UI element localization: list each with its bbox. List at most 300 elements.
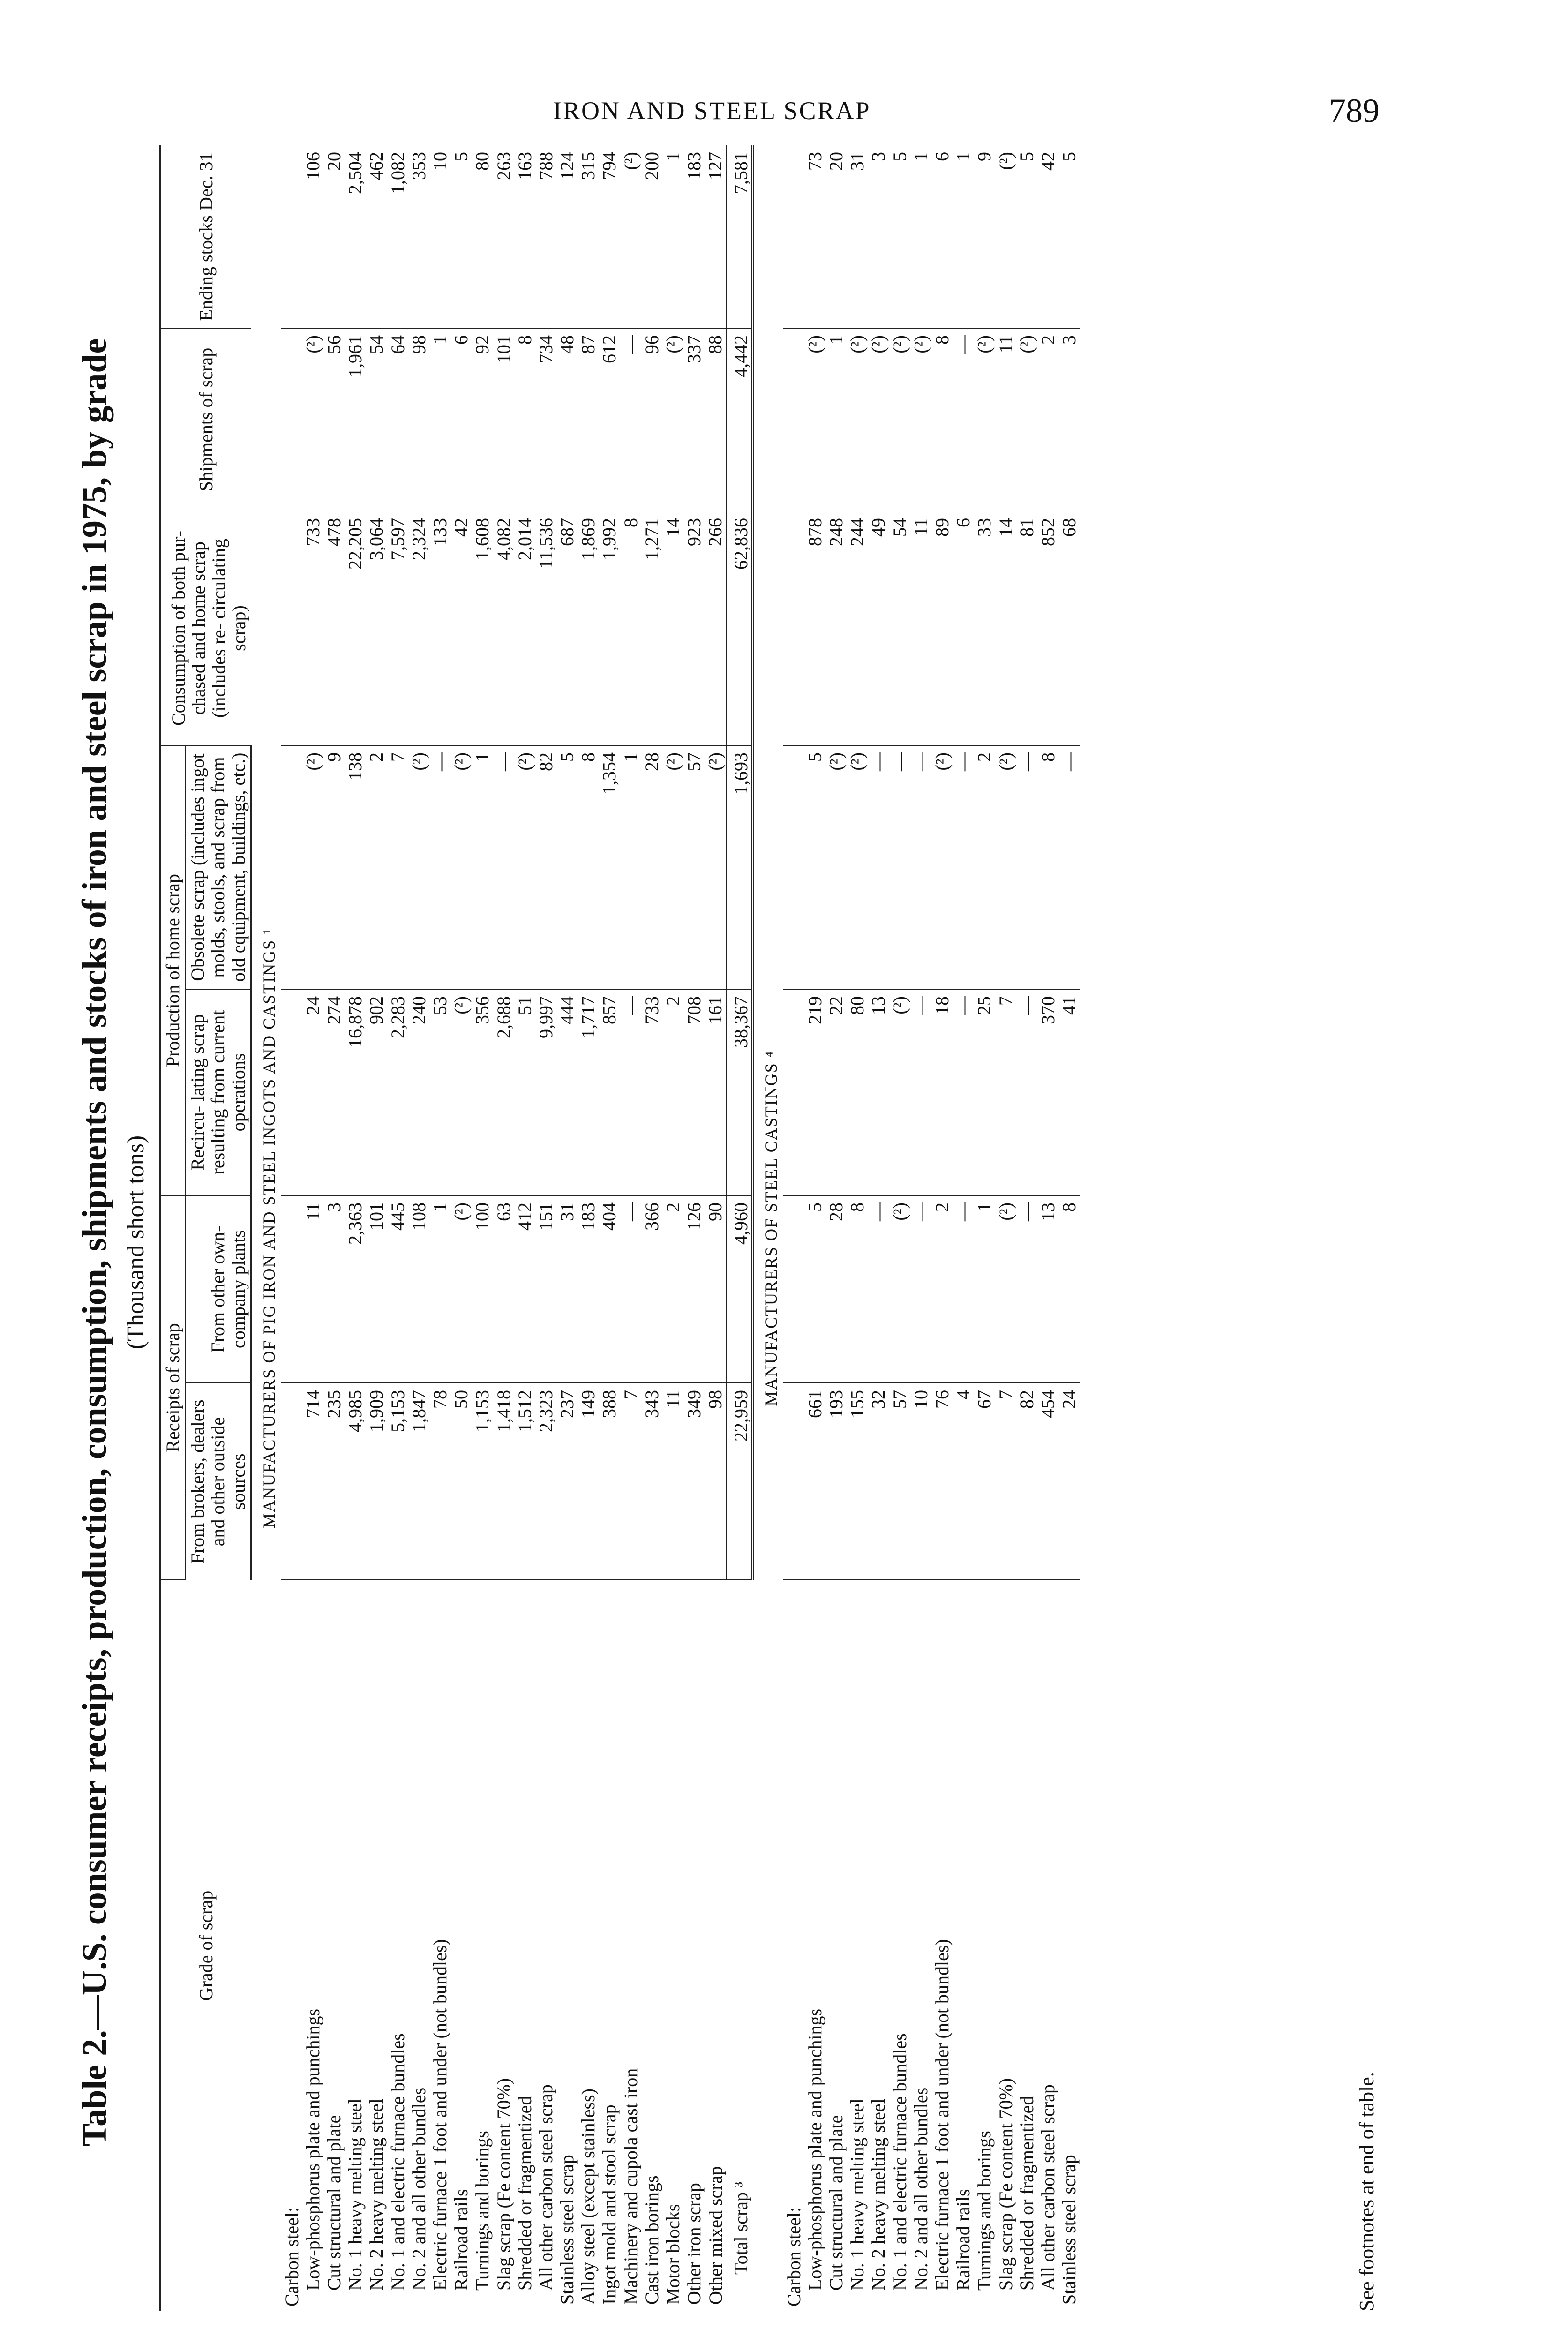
value-cell: 54	[366, 328, 387, 511]
grade-label: Ingot mold and stool scrap	[599, 2104, 620, 2305]
grade-label: Slag scrap (Fe content 70%)	[995, 2078, 1016, 2291]
value-cell: 237	[556, 1383, 578, 1580]
value-cell: 92	[472, 328, 493, 511]
value-cell: 101	[366, 1195, 387, 1383]
value-cell: 1,354	[599, 745, 620, 989]
value-cell: 8	[514, 328, 535, 511]
value-cell: —	[910, 989, 931, 1195]
value-cell: 1	[429, 1195, 450, 1383]
value-cell: 366	[641, 1195, 662, 1383]
grade-label: Turnings and borings	[974, 2131, 995, 2291]
value-cell: 7,581	[727, 145, 753, 328]
value-cell: 20	[323, 145, 345, 328]
table-row	[910, 145, 931, 2311]
table-row	[514, 145, 535, 2311]
value-cell: 8	[1058, 1195, 1080, 1383]
header-from-brokers: From brokers, dealers and other outside sources	[185, 1383, 251, 1580]
table-row	[995, 145, 1016, 2311]
rotated-table-region	[61, 122, 1411, 2344]
value-cell	[783, 1195, 804, 1383]
value-cell: 1	[662, 145, 683, 328]
table-row	[804, 145, 825, 2311]
grade-label: Railroad rails	[450, 2189, 472, 2291]
value-cell: (²)	[847, 328, 868, 511]
value-cell: 923	[683, 511, 705, 745]
value-cell: —	[1016, 1195, 1037, 1383]
value-cell: 22,959	[727, 1383, 753, 1580]
value-cell: 1	[620, 745, 641, 989]
value-cell: (²)	[847, 745, 868, 989]
value-cell	[281, 1383, 302, 1580]
value-cell: 38,367	[727, 989, 753, 1195]
value-cell	[281, 511, 302, 745]
value-cell: 127	[705, 145, 726, 328]
value-cell: 8	[1037, 745, 1058, 989]
value-cell: (²)	[302, 328, 323, 511]
table-row	[408, 145, 429, 2311]
value-cell: —	[910, 745, 931, 989]
value-cell: 9	[323, 745, 345, 989]
value-cell: 183	[578, 1195, 599, 1383]
grade-label: Shredded or fragmentized	[1016, 2096, 1037, 2291]
value-cell: —	[953, 745, 974, 989]
value-cell: (²)	[705, 745, 726, 989]
value-cell: (²)	[450, 745, 472, 989]
value-cell: 7	[995, 1383, 1016, 1580]
value-cell: 3	[868, 145, 889, 328]
header-ending-stocks: Ending stocks Dec. 31	[160, 145, 251, 328]
value-cell: 106	[302, 145, 323, 328]
value-cell: 56	[323, 328, 345, 511]
section-heading-row	[251, 145, 281, 2311]
table-row	[1058, 145, 1080, 2311]
value-cell: 53	[429, 989, 450, 1195]
table-row	[705, 145, 726, 2311]
value-cell: 28	[825, 1195, 847, 1383]
value-cell: 67	[974, 1383, 995, 1580]
value-cell: 1,693	[727, 745, 753, 989]
value-cell: 28	[641, 745, 662, 989]
value-cell: 57	[889, 1383, 910, 1580]
grade-label: No. 2 heavy melting steel	[366, 2098, 387, 2291]
value-cell: 13	[1037, 1195, 1058, 1383]
value-cell: 478	[323, 511, 345, 745]
value-cell	[281, 1195, 302, 1383]
value-cell: (²)	[995, 745, 1016, 989]
value-cell: 734	[535, 328, 556, 511]
value-cell: 54	[889, 511, 910, 745]
value-cell: (²)	[889, 328, 910, 511]
table-subtitle: (Thousand short tons)	[122, 1135, 149, 1350]
value-cell: 14	[662, 511, 683, 745]
value-cell: 48	[556, 328, 578, 511]
value-cell: 1,153	[472, 1383, 493, 1580]
value-cell: 41	[1058, 989, 1080, 1195]
table-row	[366, 145, 387, 2311]
value-cell: 2,363	[345, 1195, 366, 1383]
footnote-reference: See footnotes at end of table.	[1355, 2072, 1378, 2311]
value-cell: 7,597	[387, 511, 408, 745]
value-cell: 370	[1037, 989, 1058, 1195]
value-cell: 138	[345, 745, 366, 989]
value-cell: 852	[1037, 511, 1058, 745]
value-cell: 878	[804, 511, 825, 745]
value-cell: 149	[578, 1383, 599, 1580]
table-row	[783, 145, 804, 2311]
value-cell: (²)	[302, 745, 323, 989]
value-cell: 108	[408, 1195, 429, 1383]
value-cell: —	[953, 328, 974, 511]
grade-label: No. 1 and electric furnace bundles	[387, 2033, 408, 2291]
value-cell: 2	[931, 1195, 953, 1383]
value-cell: 2,283	[387, 989, 408, 1195]
value-cell: 49	[868, 511, 889, 745]
grade-label: Electric furnace 1 foot and under (not bundles)	[931, 1939, 953, 2291]
value-cell: 20	[825, 145, 847, 328]
value-cell: 5	[1016, 145, 1037, 328]
value-cell	[783, 1383, 804, 1580]
grade-label: Machinery and cupola cast iron	[620, 2068, 641, 2305]
value-cell: 788	[535, 145, 556, 328]
table-row	[450, 145, 472, 2311]
table-row	[493, 145, 514, 2311]
value-cell: 454	[1037, 1383, 1058, 1580]
table-row	[974, 145, 995, 2311]
table-row	[620, 145, 641, 2311]
value-cell: 98	[705, 1383, 726, 1580]
value-cell: 343	[641, 1383, 662, 1580]
grade-label: Low-phosphorus plate and punchings	[804, 2008, 825, 2291]
value-cell: —	[953, 989, 974, 1195]
grade-label: Total scrap ³	[730, 2181, 752, 2275]
value-cell: —	[910, 1195, 931, 1383]
value-cell: 73	[804, 145, 825, 328]
value-cell: 274	[323, 989, 345, 1195]
value-cell: (²)	[889, 989, 910, 1195]
grade-label: Cut structural and plate	[825, 2115, 847, 2291]
value-cell: (²)	[804, 328, 825, 511]
value-cell: (²)	[931, 745, 953, 989]
value-cell: 11	[662, 1383, 683, 1580]
value-cell: 337	[683, 328, 705, 511]
value-cell: 2	[1037, 328, 1058, 511]
value-cell: 3	[1058, 328, 1080, 511]
value-cell: 96	[641, 328, 662, 511]
grade-label: Railroad rails	[953, 2189, 974, 2291]
value-cell: (²)	[995, 145, 1016, 328]
grade-label: No. 1 heavy melting steel	[345, 2098, 366, 2291]
section-heading-row	[752, 145, 783, 2311]
table-row	[323, 145, 345, 2311]
value-cell: 356	[472, 989, 493, 1195]
value-cell: 124	[556, 145, 578, 328]
value-cell: 14	[995, 511, 1016, 745]
value-cell: 151	[535, 1195, 556, 1383]
page-number: 789	[1329, 92, 1380, 129]
grade-label: Other iron scrap	[683, 2183, 705, 2305]
running-head: IRON AND STEEL SCRAP	[553, 97, 871, 125]
table-body	[251, 145, 1080, 2311]
value-cell: —	[868, 1195, 889, 1383]
value-cell: 10	[910, 1383, 931, 1580]
table-row	[345, 145, 366, 2311]
grade-label: Stainless steel scrap	[1058, 2155, 1080, 2305]
value-cell: 24	[1058, 1383, 1080, 1580]
value-cell: 155	[847, 1383, 868, 1580]
value-cell: 33	[974, 511, 995, 745]
value-cell: 349	[683, 1383, 705, 1580]
table-row	[847, 145, 868, 2311]
value-cell: 81	[1016, 511, 1037, 745]
grade-label: Slag scrap (Fe content 70%)	[493, 2078, 514, 2291]
value-cell: (²)	[662, 745, 683, 989]
value-cell: 50	[450, 1383, 472, 1580]
value-cell: —	[1016, 745, 1037, 989]
value-cell: 5,153	[387, 1383, 408, 1580]
value-cell: 200	[641, 145, 662, 328]
value-cell: 388	[599, 1383, 620, 1580]
value-cell: 10	[429, 145, 450, 328]
value-cell: 1,271	[641, 511, 662, 745]
grade-label: Turnings and borings	[472, 2131, 493, 2291]
value-cell: (²)	[974, 328, 995, 511]
value-cell: 1,418	[493, 1383, 514, 1580]
grade-label: No. 2 heavy melting steel	[868, 2098, 889, 2291]
header-grade: Grade of scrap	[160, 1580, 251, 2311]
value-cell: 2,014	[514, 511, 535, 745]
table-row	[429, 145, 450, 2311]
value-cell: 5	[889, 145, 910, 328]
table-row	[662, 145, 683, 2311]
value-cell: 126	[683, 1195, 705, 1383]
table-title: Table 2.—U.S. consumer receipts, production, consumption, shipments and stocks of iron and steel scrap in 1975, by grade	[75, 338, 114, 2147]
header-shipments: Shipments of scrap	[160, 328, 251, 511]
value-cell: 88	[705, 328, 726, 511]
value-cell: 687	[556, 511, 578, 745]
value-cell	[281, 989, 302, 1195]
value-cell: 3	[323, 1195, 345, 1383]
value-cell: (²)	[1016, 328, 1037, 511]
value-cell: 5	[1058, 145, 1080, 328]
scrap-table	[159, 145, 1080, 2311]
value-cell: 2,504	[345, 145, 366, 328]
value-cell: 794	[599, 145, 620, 328]
value-cell: 5	[804, 1195, 825, 1383]
value-cell: 2	[662, 1195, 683, 1383]
value-cell: 32	[868, 1383, 889, 1580]
value-cell: 1,869	[578, 511, 599, 745]
value-cell: 68	[1058, 511, 1080, 745]
value-cell: (²)	[408, 745, 429, 989]
grade-label: All other carbon steel scrap	[535, 2084, 556, 2291]
table-row	[472, 145, 493, 2311]
value-cell: 7	[620, 1383, 641, 1580]
value-cell: 193	[825, 1383, 847, 1580]
value-cell: 1,082	[387, 145, 408, 328]
value-cell: 1	[910, 145, 931, 328]
grade-label: Other mixed scrap	[705, 2166, 726, 2305]
value-cell: 5	[450, 145, 472, 328]
value-cell: 5	[556, 745, 578, 989]
value-cell: 2	[974, 745, 995, 989]
value-cell: 6	[953, 511, 974, 745]
value-cell: 16,878	[345, 989, 366, 1195]
value-cell: —	[620, 328, 641, 511]
value-cell: (²)	[450, 1195, 472, 1383]
value-cell: 857	[599, 989, 620, 1195]
total-row	[727, 145, 753, 2311]
value-cell: 661	[804, 1383, 825, 1580]
value-cell: 24	[302, 989, 323, 1195]
value-cell: 244	[847, 511, 868, 745]
header-production: Production of home scrap	[160, 745, 186, 1195]
value-cell: 9	[974, 145, 995, 328]
value-cell: 6	[931, 145, 953, 328]
value-cell	[281, 328, 302, 511]
value-cell: —	[620, 1195, 641, 1383]
value-cell: 82	[1016, 1383, 1037, 1580]
table-row	[641, 145, 662, 2311]
value-cell: 902	[366, 989, 387, 1195]
value-cell: —	[953, 1195, 974, 1383]
value-cell: —	[493, 745, 514, 989]
value-cell: 98	[408, 328, 429, 511]
table-row	[1037, 145, 1058, 2311]
grade-label: Stainless steel scrap	[556, 2155, 578, 2305]
value-cell	[783, 145, 804, 328]
grade-label: Cut structural and plate	[323, 2115, 345, 2291]
value-cell: (²)	[910, 328, 931, 511]
header-from-other-plants: From other own-company plants	[185, 1195, 251, 1383]
value-cell: 78	[429, 1383, 450, 1580]
grade-label: No. 1 and electric furnace bundles	[889, 2033, 910, 2291]
value-cell: 462	[366, 145, 387, 328]
header-obsolete: Obsolete scrap (includes ingot molds, stools, and scrap from old equipment, buildings, etc.)	[185, 745, 251, 989]
value-cell: 263	[493, 145, 514, 328]
value-cell: —	[620, 989, 641, 1195]
value-cell: 444	[556, 989, 578, 1195]
grade-label: All other carbon steel scrap	[1037, 2084, 1058, 2291]
value-cell: —	[1016, 989, 1037, 1195]
value-cell: 11	[302, 1195, 323, 1383]
value-cell: 18	[931, 989, 953, 1195]
table-row	[535, 145, 556, 2311]
value-cell: 4,960	[727, 1195, 753, 1383]
value-cell: 1,909	[366, 1383, 387, 1580]
header-recirculating: Recircu- lating scrap resulting from current operations	[185, 989, 251, 1195]
value-cell: 89	[931, 511, 953, 745]
value-cell: 2,688	[493, 989, 514, 1195]
value-cell: 7	[995, 989, 1016, 1195]
value-cell	[783, 511, 804, 745]
value-cell: 42	[450, 511, 472, 745]
value-cell: 1,717	[578, 989, 599, 1195]
value-cell: 51	[514, 989, 535, 1195]
value-cell: 87	[578, 328, 599, 511]
value-cell: 240	[408, 989, 429, 1195]
value-cell: 733	[302, 511, 323, 745]
grade-label: Carbon steel:	[281, 2207, 302, 2306]
header-consumption: Consumption of both pur- chased and home scrap (includes re- circulating scrap)	[160, 511, 251, 745]
value-cell: 1	[429, 328, 450, 511]
value-cell: 1,961	[345, 328, 366, 511]
value-cell: 3,064	[366, 511, 387, 745]
value-cell: —	[889, 745, 910, 989]
value-cell	[281, 745, 302, 989]
value-cell: 42	[1037, 145, 1058, 328]
value-cell	[783, 745, 804, 989]
value-cell: 5	[804, 745, 825, 989]
value-cell: 235	[323, 1383, 345, 1580]
value-cell: 11	[995, 328, 1016, 511]
value-cell: 7	[387, 745, 408, 989]
value-cell: 100	[472, 1195, 493, 1383]
grade-label: Motor blocks	[662, 2204, 683, 2305]
value-cell: 445	[387, 1195, 408, 1383]
value-cell: 64	[387, 328, 408, 511]
value-cell: 183	[683, 145, 705, 328]
value-cell: —	[868, 745, 889, 989]
value-cell: 31	[556, 1195, 578, 1383]
value-cell: 1	[953, 145, 974, 328]
value-cell: 4	[953, 1383, 974, 1580]
table-row	[302, 145, 323, 2311]
value-cell: 101	[493, 328, 514, 511]
value-cell: 8	[620, 511, 641, 745]
value-cell: 266	[705, 511, 726, 745]
value-cell: 76	[931, 1383, 953, 1580]
value-cell	[783, 328, 804, 511]
value-cell: 1,992	[599, 511, 620, 745]
grade-label: No. 1 heavy melting steel	[847, 2098, 868, 2291]
value-cell: 22	[825, 989, 847, 1195]
value-cell: 2,324	[408, 511, 429, 745]
table-row	[953, 145, 974, 2311]
grade-label: Shredded or fragmentized	[514, 2096, 535, 2291]
value-cell: 31	[847, 145, 868, 328]
value-cell: 25	[974, 989, 995, 1195]
value-cell: 1	[472, 745, 493, 989]
value-cell: 13	[868, 989, 889, 1195]
table-row	[868, 145, 889, 2311]
table-row	[825, 145, 847, 2311]
section-heading: MANUFACTURERS OF STEEL CASTINGS ⁴	[761, 1050, 780, 1406]
value-cell: 248	[825, 511, 847, 745]
table-row	[1016, 145, 1037, 2311]
value-cell: (²)	[995, 1195, 1016, 1383]
value-cell: 11,536	[535, 511, 556, 745]
table-row	[683, 145, 705, 2311]
value-cell: 133	[429, 511, 450, 745]
value-cell: (²)	[620, 145, 641, 328]
value-cell: 80	[847, 989, 868, 1195]
value-cell: 8	[847, 1195, 868, 1383]
value-cell: 315	[578, 145, 599, 328]
value-cell: 708	[683, 989, 705, 1195]
table-row	[931, 145, 953, 2311]
value-cell: 11	[910, 511, 931, 745]
value-cell: 163	[514, 145, 535, 328]
table-row	[281, 145, 302, 2311]
value-cell: 733	[641, 989, 662, 1195]
grade-label: No. 2 and all other bundles	[408, 2087, 429, 2291]
value-cell: (²)	[868, 328, 889, 511]
value-cell: 8	[578, 745, 599, 989]
value-cell: 612	[599, 328, 620, 511]
grade-label: Carbon steel:	[783, 2207, 804, 2306]
value-cell: 22,205	[345, 511, 366, 745]
value-cell: 1,608	[472, 511, 493, 745]
